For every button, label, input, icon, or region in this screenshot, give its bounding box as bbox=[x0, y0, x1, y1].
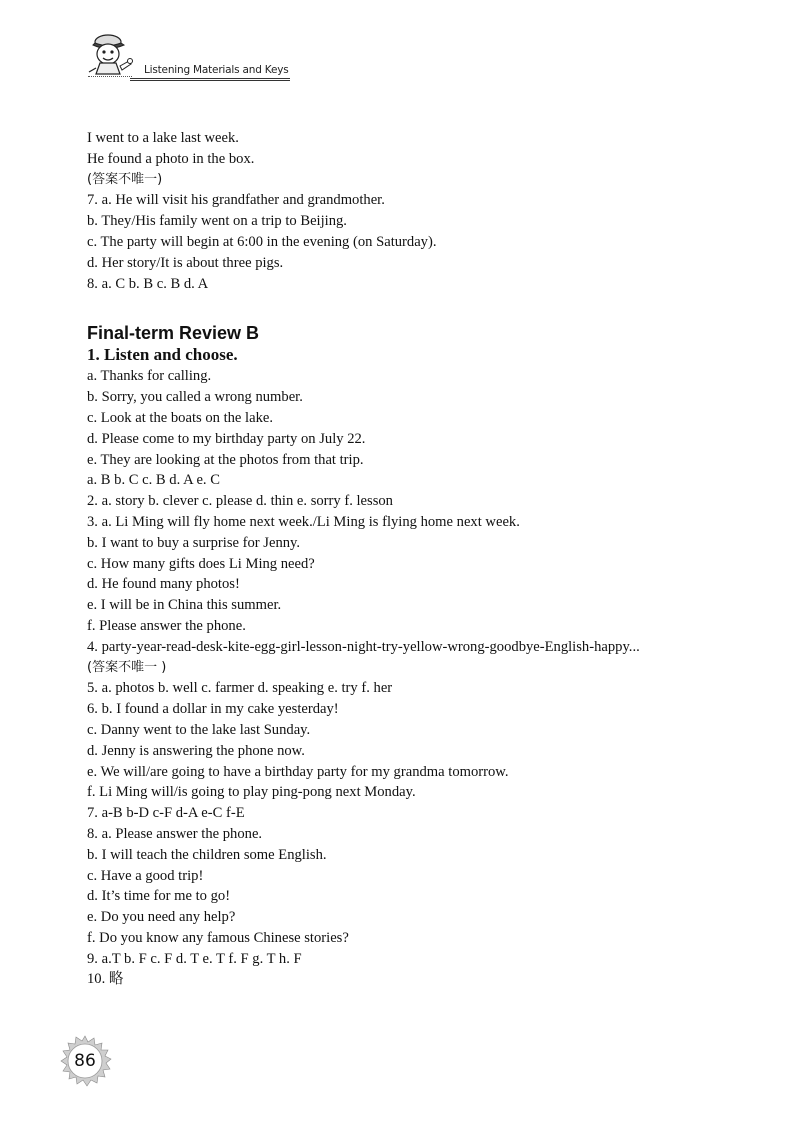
page-number-badge bbox=[58, 1034, 112, 1088]
page-number: 86 bbox=[74, 1051, 96, 1071]
page-header bbox=[82, 28, 289, 84]
text-line: b. Sorry, you called a wrong number. bbox=[87, 389, 303, 406]
text-line: d. He found many photos! bbox=[87, 576, 240, 593]
header-dotted-rule bbox=[88, 76, 132, 81]
section-subtitle: 1. Listen and choose. bbox=[87, 345, 238, 365]
text-line: c. Have a good trip! bbox=[87, 867, 204, 884]
text-line: 2. a. story b. clever c. please d. thin e. sorry f. lesson bbox=[87, 493, 393, 510]
text-line: e. We will/are going to have a birthday party for my grandma tomorrow. bbox=[87, 763, 509, 780]
text-line: 3. a. Li Ming will fly home next week./Li Ming is flying home next week. bbox=[87, 513, 520, 530]
text-line: f. Li Ming will/is going to play ping-pong next Monday. bbox=[87, 784, 416, 801]
text-line: f. Please answer the phone. bbox=[87, 617, 246, 634]
text-line: c. The party will begin at 6:00 in the evening (on Saturday). bbox=[87, 233, 437, 250]
text-line: f. Do you know any famous Chinese stories? bbox=[87, 929, 349, 946]
text-line: b. I will teach the children some English. bbox=[87, 846, 327, 863]
text-line: 7. a-B b-D c-F d-A e-C f-E bbox=[87, 805, 245, 822]
text-line: c. Danny went to the lake last Sunday. bbox=[87, 721, 311, 738]
text-line: 10. 略 bbox=[87, 971, 124, 988]
text-line: b. I want to buy a surprise for Jenny. bbox=[87, 534, 301, 551]
text-line: c. How many gifts does Li Ming need? bbox=[87, 555, 315, 572]
section-title: Final-term Review B bbox=[87, 323, 260, 344]
text-line: a. Thanks for calling. bbox=[87, 368, 212, 385]
text-line: 8. a. C b. B c. B d. A bbox=[87, 275, 209, 292]
text-line: 9. a.T b. F c. F d. T e. T f. F g. T h. F bbox=[87, 950, 302, 967]
text-line: e. I will be in China this summer. bbox=[87, 597, 282, 614]
text-line: d. Her story/It is about three pigs. bbox=[87, 254, 284, 271]
text-line: c. Look at the boats on the lake. bbox=[87, 409, 274, 426]
text-line: d. Jenny is answering the phone now. bbox=[87, 742, 305, 759]
text-line: a. B b. C c. B d. A e. C bbox=[87, 472, 220, 489]
text-line: I went to a lake last week. bbox=[87, 130, 239, 146]
text-line: 5. a. photos b. well c. farmer d. speaking e. try f. her bbox=[87, 680, 393, 697]
mascot-icon bbox=[82, 28, 138, 80]
text-line: d. It’s time for me to go! bbox=[87, 888, 231, 905]
header-rule bbox=[130, 78, 290, 81]
text-line: (答案不唯一 ) bbox=[87, 659, 167, 675]
text-line: b. They/His family went on a trip to Beijing. bbox=[87, 213, 347, 230]
text-line: 7. a. He will visit his grandfather and grandmother. bbox=[87, 192, 385, 209]
text-line: He found a photo in the box. bbox=[87, 150, 255, 167]
text-line: e. Do you need any help? bbox=[87, 909, 236, 926]
text-line: 6. b. I found a dollar in my cake yesterday! bbox=[87, 701, 339, 718]
text-line: d. Please come to my birthday party on July 22. bbox=[87, 430, 366, 447]
text-line: 4. party-year-read-desk-kite-egg-girl-lesson-night-try-yellow-wrong-goodbye-English-happy... bbox=[87, 638, 640, 655]
text-line: e. They are looking at the photos from that trip. bbox=[87, 451, 364, 468]
header-title: Listening Materials and Keys bbox=[144, 64, 289, 76]
text-line: 8. a. Please answer the phone. bbox=[87, 825, 263, 842]
answer-key-content bbox=[87, 128, 767, 990]
text-line: (答案不唯一) bbox=[87, 171, 163, 187]
